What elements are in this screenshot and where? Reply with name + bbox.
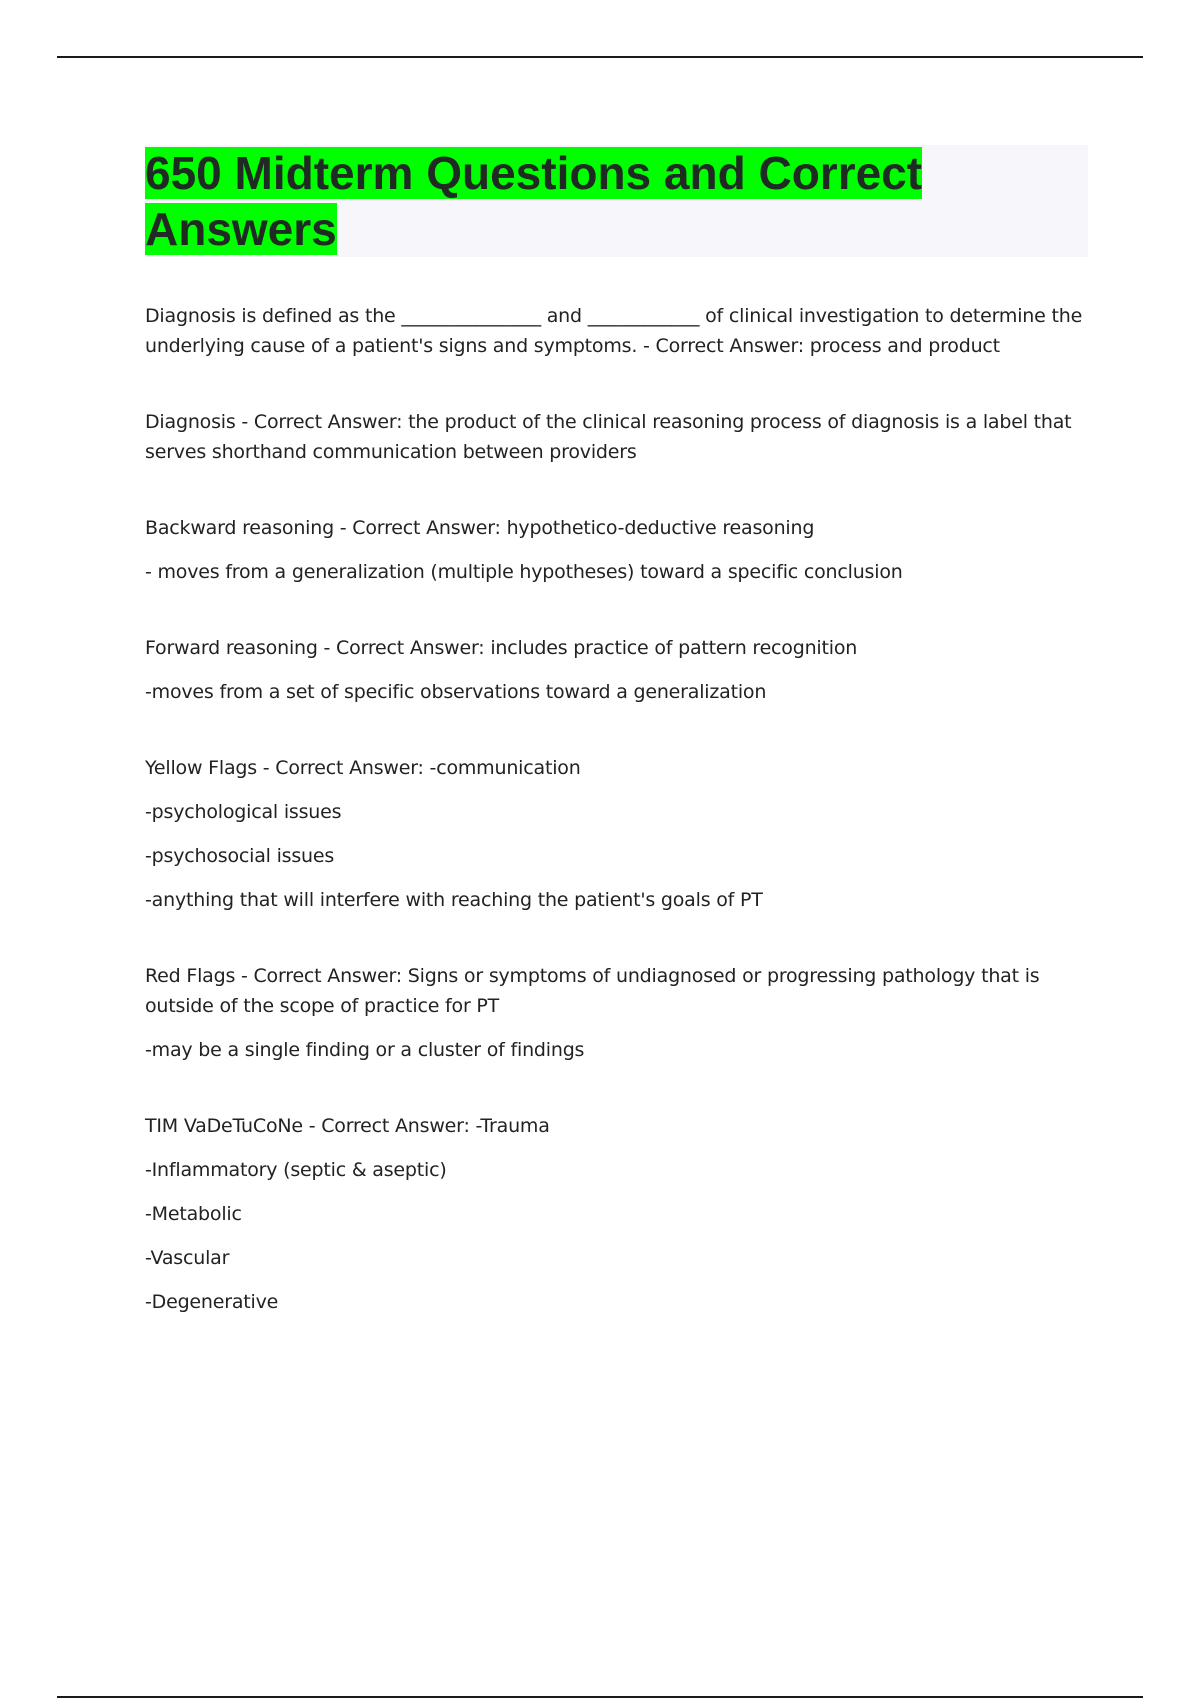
qa-item-2: [145, 407, 1088, 467]
qa-line: -psychological issues: [145, 801, 342, 823]
qa-line: -Metabolic: [145, 1203, 242, 1225]
qa-line: -may be a single finding or a cluster of findings: [145, 1039, 585, 1061]
footer-rule: [57, 1696, 1143, 1698]
qa-line: Red Flags - Correct Answer: Signs or symptoms of undiagnosed or progressing pathology that is outside of the scope of practice for PT: [145, 965, 1040, 1017]
qa-line: - moves from a generalization (multiple hypotheses) toward a specific conclusion: [145, 561, 903, 583]
qa-line: Backward reasoning - Correct Answer: hypothetico-deductive reasoning: [145, 517, 815, 539]
qa-line: -psychosocial issues: [145, 845, 335, 867]
title-block: [145, 145, 1088, 257]
qa-item-7: [145, 1111, 1088, 1317]
qa-item-5: [145, 753, 1088, 915]
qa-line: Diagnosis is defined as the _______________ and ____________ of clinical investigation to determine the underlying cause of a patient's signs and symptoms. - Correct Answer: process and product: [145, 305, 1083, 357]
qa-line: -Inflammatory (septic & aseptic): [145, 1159, 447, 1181]
document-body: [145, 145, 1088, 1363]
qa-line: -moves from a set of specific observations toward a generalization: [145, 681, 767, 703]
qa-line: -Vascular: [145, 1247, 230, 1269]
header-rule: [57, 56, 1143, 58]
title-highlight: 650 Midterm Questions and Correct Answers: [145, 147, 923, 255]
qa-item-3: [145, 513, 1088, 587]
qa-line: Diagnosis - Correct Answer: the product of the clinical reasoning process of diagnosis is a label that serves shorthand communication between providers: [145, 411, 1072, 463]
qa-item-4: [145, 633, 1088, 707]
qa-line: Forward reasoning - Correct Answer: includes practice of pattern recognition: [145, 637, 858, 659]
qa-line: -anything that will interfere with reaching the patient's goals of PT: [145, 889, 763, 911]
document-title: [145, 145, 975, 257]
qa-line: TIM VaDeTuCoNe - Correct Answer: -Trauma: [145, 1115, 550, 1137]
qa-line: Yellow Flags - Correct Answer: -communication: [145, 757, 581, 779]
qa-item-6: [145, 961, 1088, 1065]
qa-line: -Degenerative: [145, 1291, 279, 1313]
qa-item-1: [145, 301, 1088, 361]
